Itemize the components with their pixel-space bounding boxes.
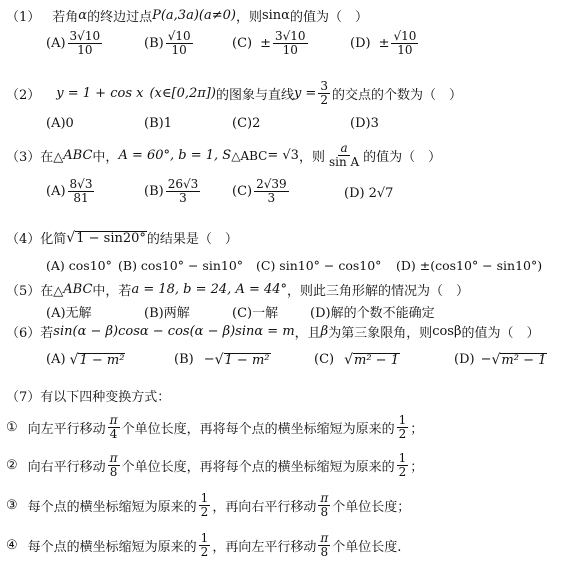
q6-option-d: (D) − √ m² − 1	[454, 351, 547, 368]
q2-number: （2）	[6, 88, 41, 103]
q6-option-a: (A) √ 1 − m²	[46, 351, 125, 368]
q4-number: （4）	[6, 232, 41, 247]
q6-option-d-radical: √ m² − 1	[491, 351, 547, 368]
q5-option-d: (D)解的个数不能确定	[310, 306, 435, 321]
q4-option-b: (B) cos10° − sin10°	[118, 258, 244, 273]
q1-option-c: (C) ± $\frac{3√10}{10}$	[232, 29, 306, 57]
q1-number: （1）	[6, 10, 41, 25]
q7-item-3: ③ 每个点的横坐标缩短为原来的 $\frac{1}{2}$ ，再向右平行移动 $\frac{\pi}{8}$ 个单位长度；	[6, 491, 411, 519]
q7-item-4-mark: ④	[6, 538, 18, 553]
q1-option-a-fraction: $\frac{3√10}{10}$	[69, 29, 101, 57]
q3-ratio-fraction: $\frac{a}{\text{sin A}}$	[328, 141, 360, 169]
q7-item-2: ② 向右平行移动 $\frac{\pi}{8}$ 个单位长度，再将每个点的横坐标缩短为原来的 $\frac{1}{2}$ ；	[6, 451, 424, 479]
q1-option-c-fraction: $\frac{3√10}{10}$	[275, 29, 306, 57]
q3-option-d: (D) 2√7	[344, 186, 394, 201]
q4-radical: √ 1 − sin20°	[66, 229, 146, 246]
q1-option-b-fraction: $\frac{√10}{10}$	[167, 29, 191, 57]
q6-option-b-radical: √ 1 − m²	[214, 351, 270, 368]
q7-item-4-fraction-2: $\frac{\pi}{8}$	[320, 531, 329, 559]
q6-stem: （6） 若 sin(α − β)cosα − cos(α − β)sinα = m ，且 β 为第三象限角，则 cosβ 的值为（ ）	[6, 324, 540, 341]
q4-option-a: (A) cos10°	[46, 258, 112, 273]
q7-item-3-mark: ③	[6, 498, 18, 513]
q7-item-2-fraction-1: $\frac{\pi}{8}$	[109, 451, 118, 479]
q5-option-b: (B)两解	[144, 306, 190, 321]
q3-option-a: (A) $\frac{8√3}{81}$	[46, 177, 93, 205]
q4-option-c: (C) sin10° − cos10°	[256, 258, 382, 273]
q1-option-d: (D) ± $\frac{√10}{10}$	[350, 29, 417, 57]
q6-option-c: (C) √ m² − 1	[314, 351, 399, 368]
q7-item-4: ④ 每个点的横坐标缩短为原来的 $\frac{1}{2}$ ，再向左平行移动 $\frac{\pi}{8}$ 个单位长度.	[6, 531, 402, 559]
q6-number: （6）	[6, 326, 41, 341]
q3-number: （3）	[6, 150, 41, 165]
q7-stem: （7） 有以下四种变换方式：	[6, 386, 170, 405]
q7-item-2-fraction-2: $\frac{1}{2}$	[398, 451, 407, 479]
q4-stem: （4） 化简 √ 1 − sin20° 的结果是（ ）	[6, 229, 238, 247]
q3-option-a-fraction: $\frac{8√3}{81}$	[69, 177, 93, 205]
q3-option-c: (C) $\frac{2√39}{3}$	[232, 177, 287, 205]
q1-option-d-fraction: $\frac{√10}{10}$	[393, 29, 417, 57]
q2-stem: （2） y = 1 + cos x (x∈[0,2π]) 的图象与直线 y = $\frac{3}{2}$ 的交点的个数为（ ）	[6, 79, 462, 107]
q6-option-c-radical: √ m² − 1	[344, 351, 399, 368]
q5-stem: （5） 在△ ABC 中，若 a = 18, b = 24, A = 44° ，则此三角形解的情况为（ ）	[6, 282, 470, 299]
q2-line-fraction: $\frac{3}{2}$	[320, 79, 328, 107]
q5-option-a: (A)无解	[46, 306, 92, 321]
q3-stem: （3） 在△ ABC 中， A = 60°, b = 1, S △ABC = √3 ，则 $\frac{a}{\text{sin A}}$ 的值为（ ）	[6, 141, 442, 169]
q7-item-1-fraction-2: $\frac{1}{2}$	[398, 413, 407, 441]
q3-option-b-fraction: $\frac{26√3}{3}$	[167, 177, 199, 205]
q7-item-1-mark: ①	[6, 420, 18, 435]
q5-option-c: (C)一解	[232, 306, 279, 321]
q5-number: （5）	[6, 284, 41, 299]
q6-option-b: (B) − √ 1 − m²	[174, 351, 270, 368]
q2-option-a: (A)0	[46, 116, 74, 131]
q6-option-a-radical: √ 1 − m²	[69, 351, 125, 368]
q2-option-b: (B)1	[144, 116, 172, 131]
q7-number: （7）	[6, 390, 41, 405]
q1-option-a: (A) $\frac{3√10}{10}$	[46, 29, 101, 57]
q3-option-b: (B) $\frac{26√3}{3}$	[144, 177, 199, 205]
q7-item-4-fraction-1: $\frac{1}{2}$	[200, 531, 209, 559]
q7-item-1: ① 向左平行移动 $\frac{\pi}{4}$ 个单位长度，再将每个点的横坐标缩短为原来的 $\frac{1}{2}$ ；	[6, 413, 424, 441]
q1-option-b: (B) $\frac{√10}{10}$	[144, 29, 191, 57]
q3-option-c-fraction: $\frac{2√39}{3}$	[256, 177, 287, 205]
q1-stem: （1） 若角 α 的终边过点 P(a,3a)(a≠0) ，则 sinα 的值为（ ）	[6, 8, 368, 25]
q7-item-3-fraction-1: $\frac{1}{2}$	[200, 491, 209, 519]
q7-item-2-mark: ②	[6, 458, 18, 473]
q7-item-1-fraction-1: $\frac{\pi}{4}$	[109, 413, 118, 441]
q4-option-d: (D) ±(cos10° − sin10°)	[396, 258, 543, 273]
q2-option-d: (D)3	[350, 116, 379, 131]
q7-item-3-fraction-2: $\frac{\pi}{8}$	[320, 491, 329, 519]
q2-option-c: (C)2	[232, 116, 261, 131]
